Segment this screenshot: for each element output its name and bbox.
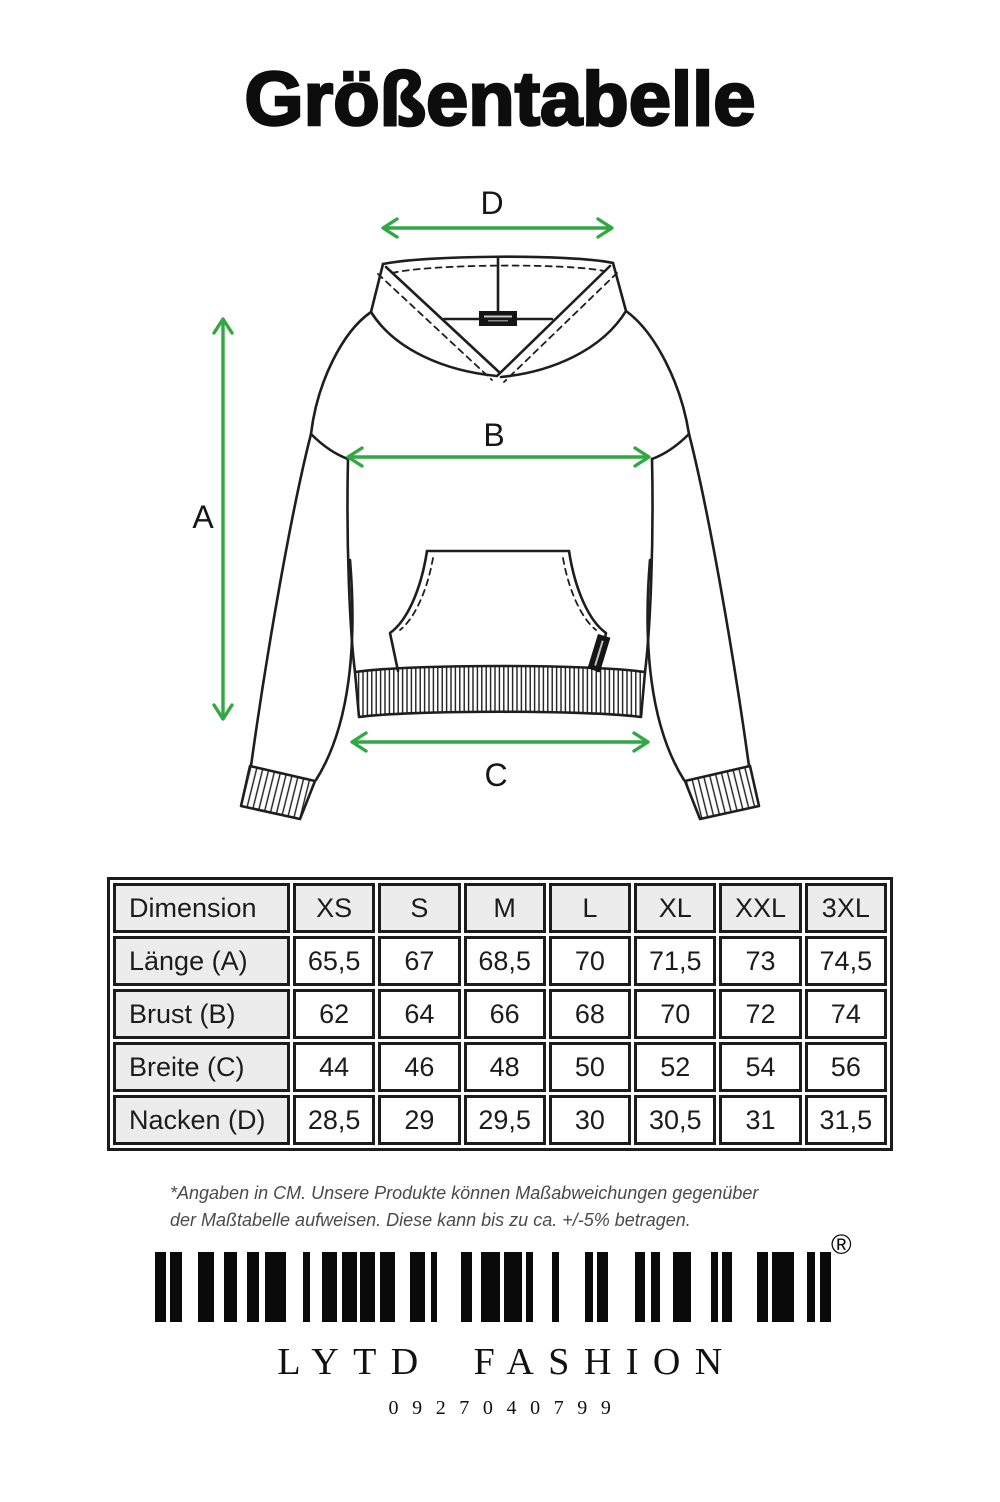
barcode-bar bbox=[504, 1252, 522, 1322]
size-cell: 30,5 bbox=[634, 1095, 716, 1145]
right-shoulder-seam bbox=[626, 311, 689, 434]
barcode-bar bbox=[481, 1252, 500, 1322]
barcode-bar bbox=[265, 1252, 286, 1322]
waistband bbox=[355, 666, 645, 717]
row-label-brust: Brust (B) bbox=[113, 989, 290, 1039]
barcode-bar bbox=[722, 1252, 732, 1322]
barcode-bar bbox=[303, 1252, 310, 1322]
size-cell: 64 bbox=[378, 989, 460, 1039]
size-cell: 62 bbox=[293, 989, 375, 1039]
hood-left-outer-edge bbox=[371, 264, 383, 312]
right-cuff bbox=[685, 766, 759, 819]
hood-left-opening-stitch bbox=[378, 274, 492, 380]
pocket-left-edge bbox=[390, 551, 427, 671]
size-cell: 48 bbox=[464, 1042, 546, 1092]
pocket-tag bbox=[587, 634, 610, 672]
barcode-bar bbox=[461, 1252, 472, 1322]
table-row-laenge bbox=[113, 936, 887, 986]
barcode-bar bbox=[322, 1252, 337, 1322]
barcode-bar bbox=[597, 1252, 609, 1322]
barcode-bar bbox=[651, 1252, 659, 1322]
barcode-bar bbox=[224, 1252, 237, 1322]
size-cell: 30 bbox=[549, 1095, 631, 1145]
size-cell: 68,5 bbox=[464, 936, 546, 986]
measure-label-a: A bbox=[192, 499, 214, 535]
hood-right-opening-stitch bbox=[504, 273, 617, 382]
barcode-bar bbox=[155, 1252, 166, 1322]
brand-number: 0927040799 bbox=[388, 1397, 625, 1419]
size-cell: 67 bbox=[378, 936, 460, 986]
size-cell: 70 bbox=[549, 936, 631, 986]
registered-trademark-symbol: ® bbox=[831, 1229, 852, 1260]
header-cell-m: M bbox=[464, 883, 546, 933]
left-shoulder-seam bbox=[311, 312, 371, 434]
barcode-bar bbox=[635, 1252, 645, 1322]
left-cuff bbox=[241, 766, 315, 819]
size-cell: 56 bbox=[805, 1042, 887, 1092]
left-sleeve-inner-seam bbox=[316, 560, 352, 780]
right-sleeve-outer-seam bbox=[689, 434, 749, 766]
barcode-bar bbox=[360, 1252, 375, 1322]
measure-label-b: B bbox=[483, 417, 505, 453]
table-row-brust bbox=[113, 989, 887, 1039]
barcode-bar bbox=[247, 1252, 260, 1322]
arrow-a bbox=[214, 319, 232, 719]
size-cell: 29 bbox=[378, 1095, 460, 1145]
barcode-bar bbox=[410, 1252, 425, 1322]
size-table-header-row bbox=[113, 883, 887, 933]
right-sleeve-inner-seam bbox=[648, 560, 684, 780]
size-cell: 70 bbox=[634, 989, 716, 1039]
size-cell: 29,5 bbox=[464, 1095, 546, 1145]
left-raglan-seam bbox=[311, 434, 348, 459]
header-cell-xxl: XXL bbox=[719, 883, 801, 933]
row-label-breite: Breite (C) bbox=[113, 1042, 290, 1092]
size-cell: 74,5 bbox=[805, 936, 887, 986]
size-cell: 52 bbox=[634, 1042, 716, 1092]
size-table bbox=[107, 877, 893, 1151]
barcode-bar bbox=[585, 1252, 593, 1322]
hoodie-outline bbox=[241, 257, 759, 819]
barcode-bar bbox=[673, 1252, 691, 1322]
size-cell: 46 bbox=[378, 1042, 460, 1092]
size-cell: 73 bbox=[719, 936, 801, 986]
header-cell-xl: XL bbox=[634, 883, 716, 933]
barcode-bar bbox=[711, 1252, 719, 1322]
table-row-nacken bbox=[113, 1095, 887, 1145]
arrow-d bbox=[383, 219, 612, 237]
barcode-bar bbox=[342, 1252, 357, 1322]
barcode-bar bbox=[820, 1252, 831, 1322]
header-cell-xs: XS bbox=[293, 883, 375, 933]
barcode-bar bbox=[431, 1252, 438, 1322]
size-cell: 74 bbox=[805, 989, 887, 1039]
barcode-bar bbox=[552, 1252, 560, 1322]
barcode-bar bbox=[380, 1252, 395, 1322]
size-cell: 65,5 bbox=[293, 936, 375, 986]
size-cell: 54 bbox=[719, 1042, 801, 1092]
size-cell: 31,5 bbox=[805, 1095, 887, 1145]
left-sleeve-outer-seam bbox=[251, 434, 311, 766]
right-raglan-seam bbox=[652, 434, 689, 459]
page-title: Größentabelle bbox=[244, 57, 756, 142]
header-cell-s: S bbox=[378, 883, 460, 933]
disclaimer-line-2: der Maßtabelle aufweisen. Diese kann bis zu ca. +/-5% betragen. bbox=[170, 1210, 691, 1230]
size-cell: 66 bbox=[464, 989, 546, 1039]
hood-right-outer-edge bbox=[613, 263, 626, 311]
barcode bbox=[155, 1252, 831, 1322]
barcode-bar bbox=[526, 1252, 534, 1322]
size-cell: 50 bbox=[549, 1042, 631, 1092]
barcode-bar bbox=[772, 1252, 794, 1322]
size-cell: 31 bbox=[719, 1095, 801, 1145]
brand-name: LYTD FASHION bbox=[277, 1341, 737, 1383]
barcode-bar bbox=[170, 1252, 182, 1322]
disclaimer-note bbox=[170, 1180, 870, 1234]
row-label-nacken: Nacken (D) bbox=[113, 1095, 290, 1145]
size-cell: 68 bbox=[549, 989, 631, 1039]
disclaimer-line-1: *Angaben in CM. Unsere Produkte können Maßabweichungen gegenüber bbox=[170, 1183, 759, 1203]
size-cell: 71,5 bbox=[634, 936, 716, 986]
size-cell: 28,5 bbox=[293, 1095, 375, 1145]
measure-label-c: C bbox=[484, 757, 508, 793]
header-cell-dimension: Dimension bbox=[113, 883, 290, 933]
size-cell: 72 bbox=[719, 989, 801, 1039]
header-cell-3xl: 3XL bbox=[805, 883, 887, 933]
hood-neck-label bbox=[479, 311, 517, 326]
barcode-bar bbox=[757, 1252, 768, 1322]
barcode-bar bbox=[807, 1252, 815, 1322]
header-cell-l: L bbox=[549, 883, 631, 933]
table-row-breite bbox=[113, 1042, 887, 1092]
measure-label-d: D bbox=[480, 185, 504, 221]
size-cell: 44 bbox=[293, 1042, 375, 1092]
arrow-c bbox=[352, 733, 648, 751]
barcode-bar bbox=[198, 1252, 214, 1322]
row-label-laenge: Länge (A) bbox=[113, 936, 290, 986]
